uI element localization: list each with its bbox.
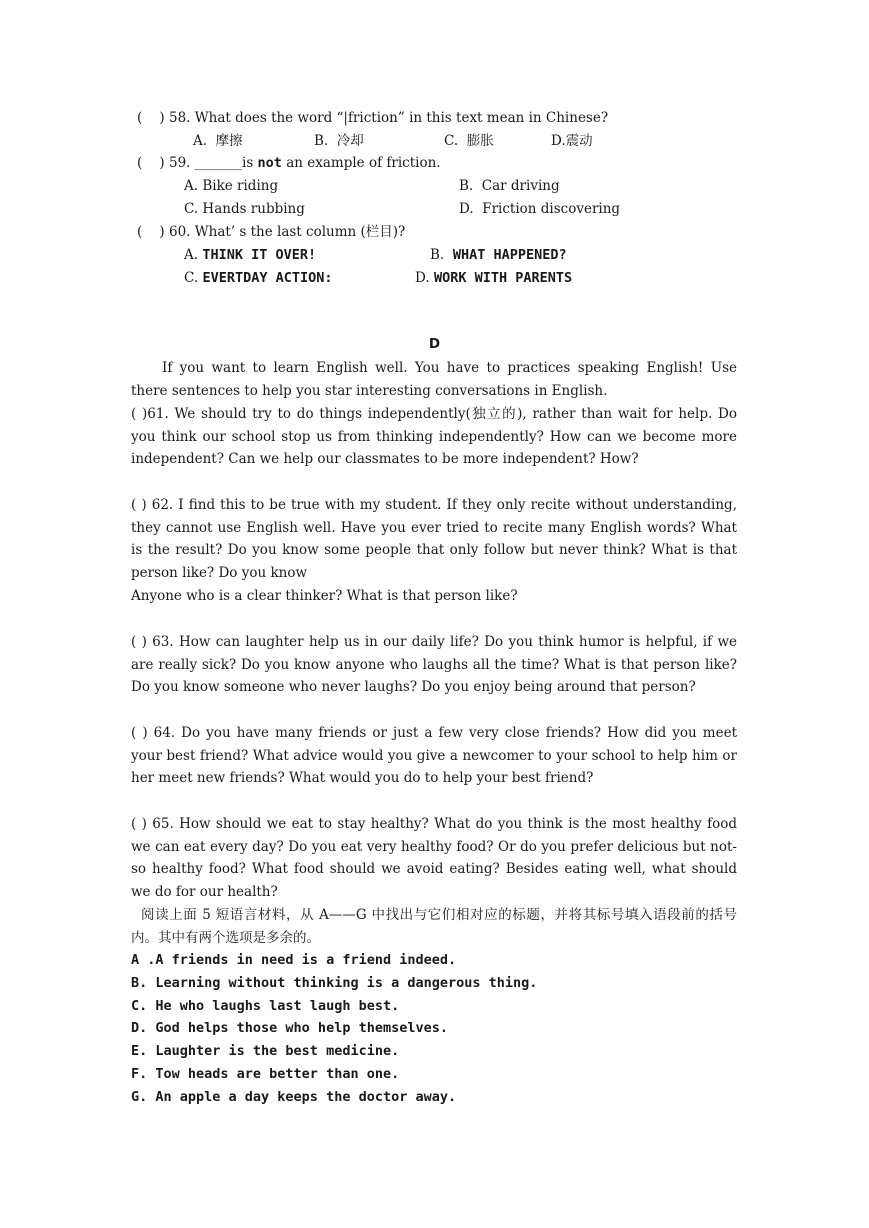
paragraph-61: ( )61. We should try to do things independently(独立的), rather than wait for help. Do you think our school stop us from thinking independently? How can we become more independent? Can we help our classmates to be more independent? How?	[131, 406, 737, 468]
question-59-stem	[137, 153, 441, 173]
section-d-instruction: 阅读上面 5 短语言材料，从 A——G 中找出与它们相对应的标题，并将其标号填入语段前的括号内。其中有两个选项是多余的。	[131, 907, 737, 946]
q58-option-b: B. 冷却	[314, 133, 364, 149]
q60-option-b-text: WHAT HAPPENED?	[452, 247, 567, 263]
q60-option-b-letter: B.	[430, 247, 445, 263]
heading-option-b: B. Learning without thinking is a dangerous thing.	[131, 974, 538, 991]
q60-option-d-text: WORK WITH PARENTS	[433, 270, 573, 286]
q59-stem-post: an example of friction.	[281, 155, 441, 171]
q59-option-a: A. Bike riding	[184, 178, 279, 194]
q59-stem-bold: not	[257, 155, 282, 171]
paragraph-64: ( ) 64. Do you have many friends or just a few very close friends? How did you meet your best friend? What advice would you give a newcomer to your school to help him or her meet new friends? What would you do to help your best friend?	[131, 725, 737, 787]
heading-option-d: D. God helps those who help themselves.	[131, 1020, 448, 1037]
section-d-heading: D	[428, 336, 441, 352]
q60-option-d	[415, 268, 572, 288]
heading-options-list	[131, 949, 537, 1109]
q60-option-c-letter: C.	[184, 270, 199, 286]
question-58-stem: ( ) 58. What does the word “|friction” in this text mean in Chinese?	[137, 110, 609, 126]
q60-option-c-text: EVERTDAY ACTION:	[202, 270, 333, 286]
heading-option-e: E. Laughter is the best medicine.	[131, 1043, 400, 1060]
q60-option-a	[184, 245, 316, 265]
question-60-stem: ( ) 60. What’ s the last column (栏目)?	[137, 224, 406, 240]
q60-option-d-letter: D.	[415, 270, 430, 286]
section-d-intro: If you want to learn English well. You have to practices speaking English! Use there sentences to help you star interesting conversations in English.	[131, 360, 737, 399]
heading-option-c: C. He who laughs last laugh best.	[131, 997, 400, 1014]
heading-option-g: G. An apple a day keeps the doctor away.	[131, 1088, 457, 1105]
q59-option-d: D. Friction discovering	[459, 201, 621, 217]
q60-option-a-letter: A.	[184, 247, 199, 263]
q58-option-c: C. 膨胀	[444, 133, 494, 149]
q60-option-b	[430, 245, 567, 265]
q58-option-d: D.震动	[551, 133, 593, 149]
q60-option-a-text: THINK IT OVER!	[202, 247, 317, 263]
heading-option-a: A .A friends in need is a friend indeed.	[131, 952, 457, 968]
paragraph-62-continued: Anyone who is a clear thinker? What is that person like?	[131, 588, 518, 604]
q59-option-c: C. Hands rubbing	[184, 201, 305, 217]
paragraph-63: ( ) 63. How can laughter help us in our daily life? Do you think humor is helpful, if we are really sick? Do you know anyone who laughs all the time? What is that person like? Do you know someone who never laughs? Do you enjoy being around that person?	[131, 634, 737, 696]
paragraph-62: ( ) 62. I find this to be true with my student. If they only recite without understanding, they cannot use English well. Have you ever tried to recite many English words? What is the result? Do you know some people that only follow but never think? What is that person like? Do you know	[131, 497, 737, 582]
q59-stem-pre: ( ) 59. _______is	[137, 155, 258, 171]
heading-option-f: F. Tow heads are better than one.	[131, 1065, 400, 1082]
q58-option-a: A. 摩擦	[193, 133, 243, 149]
q60-option-c	[184, 268, 332, 288]
paragraph-65: ( ) 65. How should we eat to stay healthy? What do you think is the most healthy food we can eat every day? Do you eat very healthy food? Or do you prefer delicious but not-so healthy food? What food should we avoid eating? Besides eating well, what should we do for our health?	[131, 816, 737, 901]
q59-option-b: B. Car driving	[459, 178, 560, 194]
